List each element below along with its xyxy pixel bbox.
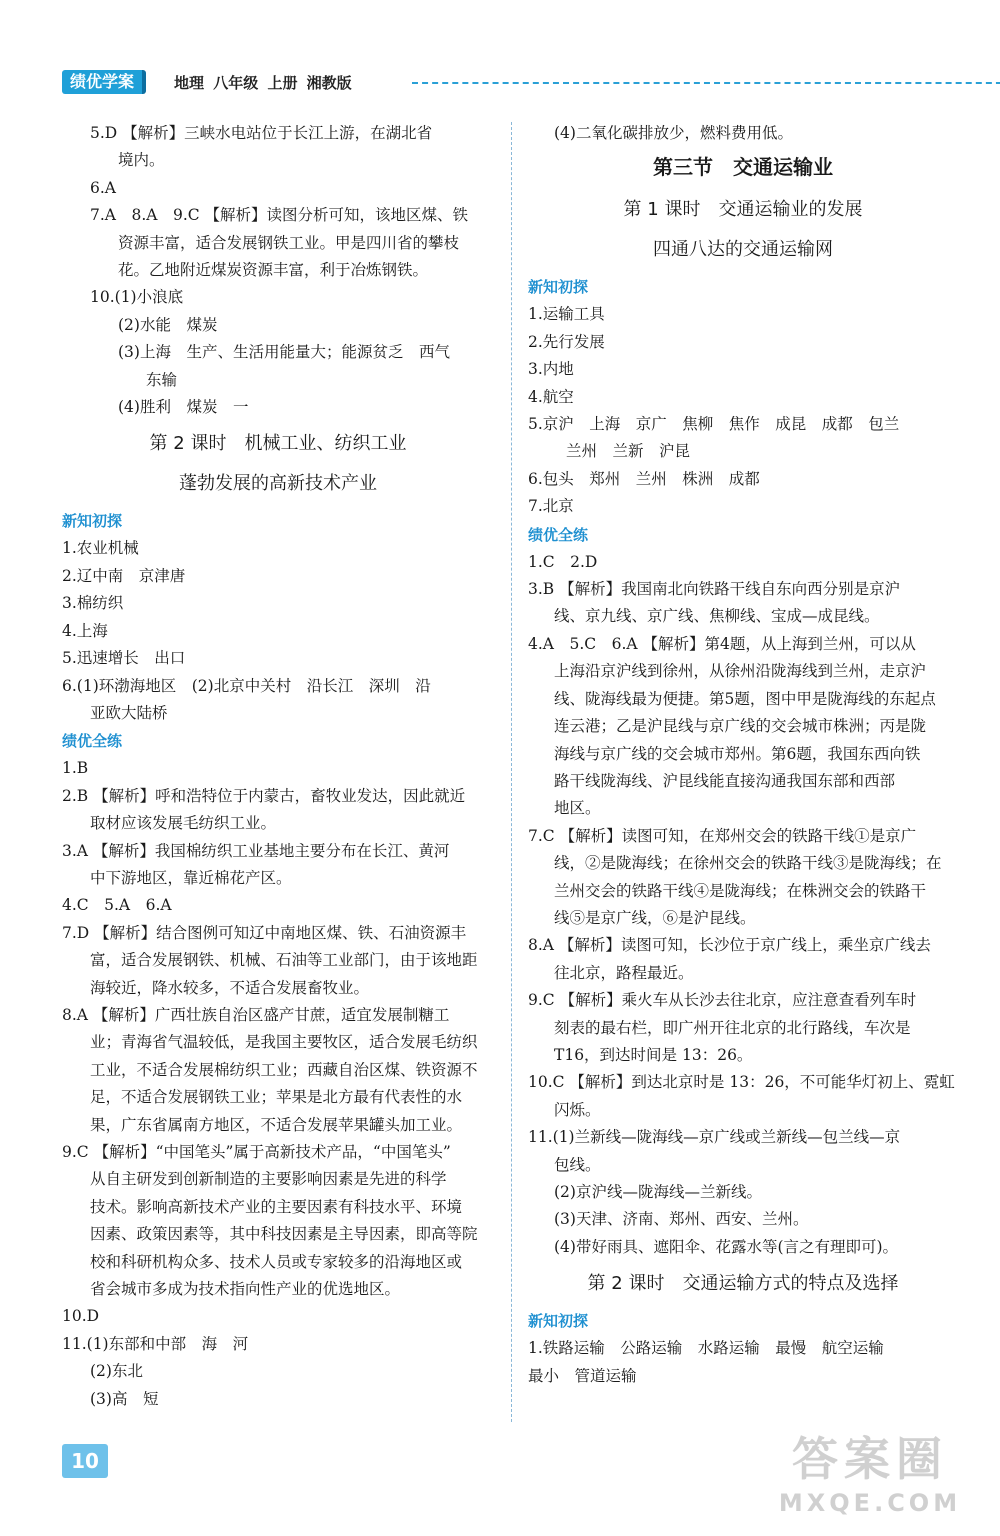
lesson-title: 四通八达的交通运输网 [653,239,833,261]
answer-line: 上海沿京沪线到徐州，从徐州沿陇海线到兰州，走京沪 [554,662,927,681]
watermark-text: 答案圈 [792,1432,948,1486]
answer-line: 3.棉纺织 [62,594,124,613]
answer-line: 因素、政策因素等，其中科技因素是主导因素，即高等院 [90,1225,478,1244]
answer-line: 连云港；乙是沪昆线与京广线的交会城市株洲；丙是陇 [554,717,927,736]
answer-line: 业；青海省气温较低，是我国主要牧区，适合发展毛纺织 [90,1033,478,1052]
answer-line: 9.C 【解析】乘火车从长沙去往北京，应注意查看列车时 [528,991,917,1010]
answer-line: 1.铁路运输 公路运输 水路运输 最慢 航空运输 [528,1339,884,1358]
answer-line: 海线与京广线的交会城市郑州。第6题，我国东西向铁 [554,744,921,763]
answer-line: 刻表的最右栏，即广州开往北京的北行路线，车次是 [554,1018,911,1037]
answer-line: 兰州 兰新 沪昆 [566,442,691,461]
answer-line: 线，②是陇海线；在徐州交会的铁路干线③是陇海线；在 [554,854,942,873]
answer-line: 9.C 【解析】“中国笔头”属于高新技术产品，“中国笔头” [62,1143,451,1161]
answer-line: 富，适合发展钢铁、机械、石油等工业部门，由于该地距 [90,951,478,970]
answer-line: 8.A 【解析】广西壮族自治区盛产甘蔗，适宜发展制糖工 [62,1005,450,1024]
answer-line: T16，到达时间是 13：26。 [554,1045,753,1064]
answer-line: (2)东北 [90,1362,143,1381]
answer-line: (4)二氧化碳排放少，燃料费用低。 [554,124,793,142]
answer-line: 7.D 【解析】结合图例可知辽中南地区煤、铁、石油资源丰 [62,923,467,942]
answer-line: 5.D 【解析】三峡水电站位于长江上游，在湖北省 [90,124,433,142]
section-heading: 绩优全练 [528,525,589,544]
answer-line: 11.(1)兰新线—陇海线—京广线或兰新线—包兰线—京 [528,1128,901,1147]
chapter-title: 第三节 交通运输业 [653,155,833,180]
answer-line: 从自主研发到创新制造的主要影响因素是先进的科学 [90,1170,447,1189]
left-column [62,120,494,1413]
answer-line: 包线。 [554,1155,601,1174]
answer-line: 资源丰富，适合发展钢铁工业。甲是四川省的攀枝 [118,233,460,252]
answer-line: 取材应该发展毛纺织工业。 [90,814,277,833]
page-number: 10 [62,1444,108,1478]
answer-line: 7.北京 [528,497,574,516]
answer-line: 东输 [146,370,178,389]
answer-line: (3)天津、济南、郑州、西安、兰州。 [554,1210,809,1229]
answer-line: 6.A [90,178,116,197]
answer-line: (3)上海 生产、生活用能量大；能源贫乏 西气 [118,343,450,362]
section-heading: 新知初探 [62,512,123,531]
right-column [528,120,958,1390]
answer-line: 闪烁。 [554,1100,601,1119]
header-dashed-rule [412,82,1000,84]
answer-line: 4.航空 [528,387,574,406]
answer-line: 8.A 【解析】读图可知，长沙位于京广线上，乘坐京广线去 [528,936,931,955]
lesson-title: 蓬勃发展的高新技术产业 [179,473,377,495]
section-heading: 新知初探 [528,1312,589,1331]
answer-line: 10.D [62,1307,100,1326]
answer-line: 果，广东省属南方地区，不适合发展苹果罐头加工业。 [90,1115,463,1134]
answer-line: 11.(1)东部和中部 海 河 [62,1334,249,1353]
answer-line: 线、京九线、京广线、焦柳线、宝成—成昆线。 [554,607,880,626]
answer-line: 1.农业机械 [62,539,139,558]
answer-line: 海较近，降水较多，不适合发展畜牧业。 [90,978,370,997]
lesson-title: 第 2 课时 机械工业、纺织工业 [149,433,407,455]
answer-line: 花。乙地附近煤炭资源丰富，利于冶炼钢铁。 [118,261,429,280]
answer-line: 2.B 【解析】呼和浩特位于内蒙古，畜牧业发达，因此就近 [62,786,466,805]
answer-line: 7.C 【解析】读图可知，在郑州交会的铁路干线①是京广 [528,826,917,845]
answer-line: 1.运输工具 [528,305,605,324]
answer-line: (3)高 短 [90,1389,159,1408]
answer-line: 6.包头 郑州 兰州 株洲 成都 [528,469,760,488]
answer-line: 2.辽中南 京津唐 [62,566,186,585]
answer-line: 3.内地 [528,360,574,379]
answer-line: 5.京沪 上海 京广 焦柳 焦作 成昆 成都 包兰 [528,415,900,434]
answer-line: 4.上海 [62,621,108,640]
answer-line: 6.(1)环渤海地区 (2)北京中关村 沿长江 深圳 沿 [62,676,431,695]
answer-line: 往北京，路程最近。 [554,963,694,982]
column-divider [511,122,512,1422]
answer-line: 线、陇海线最为便捷。第5题，图中甲是陇海线的东起点 [554,689,936,708]
answer-line: 4.C 5.A 6.A [62,896,172,915]
answer-line: 工业，不适合发展棉纺织工业；西藏自治区煤、铁资源不 [90,1060,478,1079]
answer-line: 10.(1)小浪底 [90,288,184,307]
answer-line: 技术。影响高新技术产业的主要因素有科技水平、环境 [90,1197,463,1216]
answer-line: 中下游地区，靠近棉花产区。 [90,868,292,887]
answer-line: (4)胜利 煤炭 一 [118,398,249,417]
answer-line: 线⑤是京广线，⑥是沪昆线。 [554,908,756,927]
answer-line: 5.迅速增长 出口 [62,649,186,668]
answer-line: 兰州交会的铁路干线④是陇海线；在株洲交会的铁路干 [554,881,927,900]
answer-line: 地区。 [554,799,601,818]
answer-line: 亚欧大陆桥 [90,703,168,722]
answer-line: 路干线陇海线、沪昆线能直接沟通我国东部和西部 [554,771,896,790]
answer-line: 省会城市多成为技术指向性产业的优选地区。 [90,1280,401,1299]
answer-line: 1.C 2.D [528,552,598,571]
answer-line: 10.C 【解析】到达北京时是 13：26，不可能华灯初上、霓虹 [528,1073,955,1092]
series-logo: 绩优学案 [62,70,146,94]
answer-line: 4.A 5.C 6.A 【解析】第4题，从上海到兰州，可以从 [528,634,916,653]
answer-line: 2.先行发展 [528,332,605,351]
section-heading: 新知初探 [528,278,589,297]
answer-line: 境内。 [118,151,165,170]
page-header [62,66,962,100]
answer-line: (2)水能 煤炭 [118,315,218,334]
book-title: 地理 八年级 上册 湘教版 [174,74,352,92]
answer-line: 3.A 【解析】我国棉纺织工业基地主要分布在长江、黄河 [62,841,450,860]
answer-line: 校和科研机构众多、技术人员或专家较多的沿海地区或 [90,1252,463,1271]
answer-line: 7.A 8.A 9.C 【解析】读图分析可知，该地区煤、铁 [90,206,469,225]
watermark-url: MXQE.COM [778,1489,962,1517]
answer-line: 1.B [62,759,89,778]
answer-line: (2)京沪线—陇海线—兰新线。 [554,1183,762,1201]
answer-line: 最小 管道运输 [528,1366,637,1385]
answer-line: 3.B 【解析】我国南北向铁路干线自东向西分别是京沪 [528,580,901,599]
watermark-logo [760,1430,980,1530]
section-heading: 绩优全练 [62,732,123,751]
answer-line: 足，不适合发展钢铁工业；苹果是北方最有代表性的水 [90,1088,463,1107]
answer-line: (4)带好雨具、遮阳伞、花露水等(言之有理即可)。 [554,1237,899,1256]
lesson-title: 第 1 课时 交通运输业的发展 [623,199,863,221]
lesson-title: 第 2 课时 交通运输方式的特点及选择 [587,1273,899,1295]
